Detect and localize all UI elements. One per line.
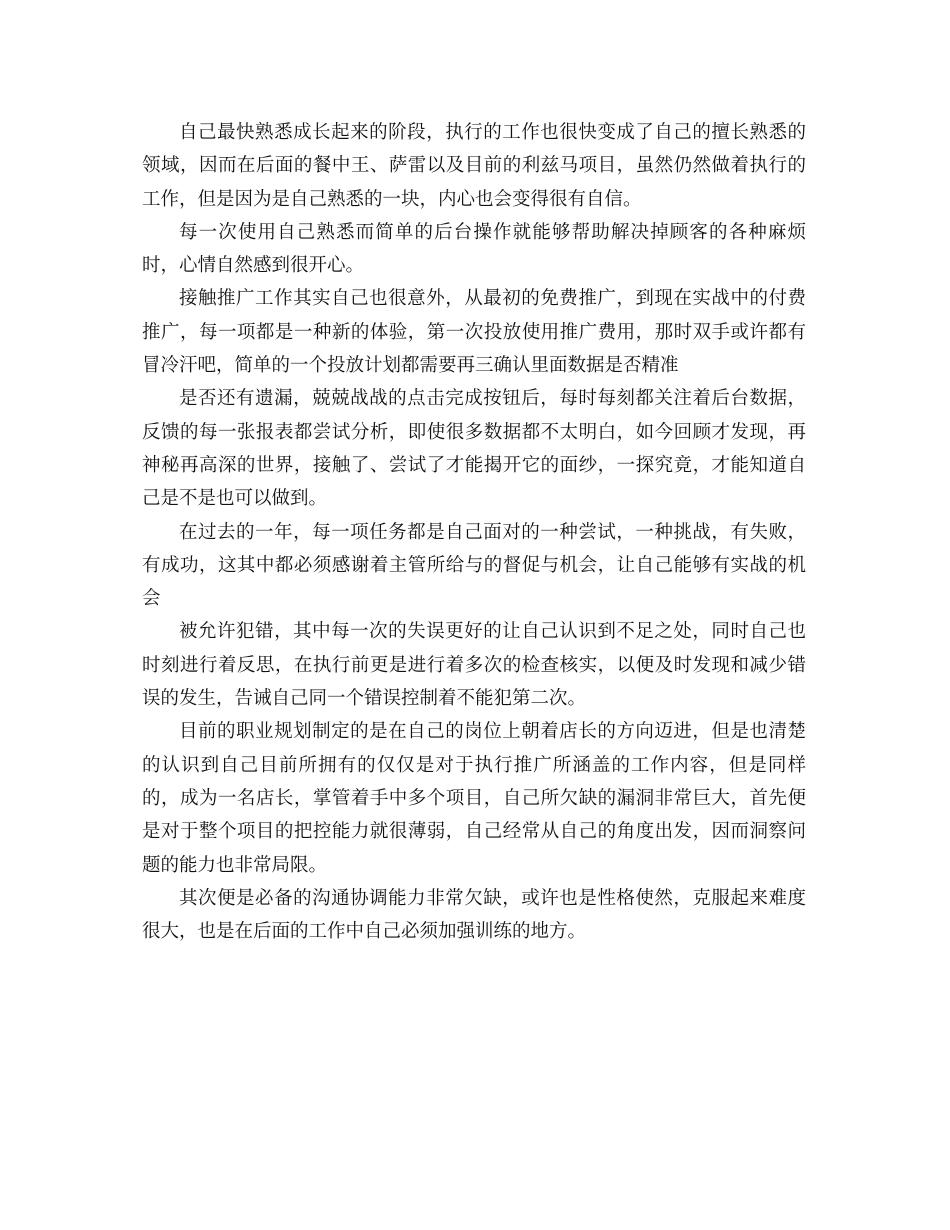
paragraph: 被允许犯错，其中每一次的失误更好的让自己认识到不足之处，同时自己也时刻进行着反思，在执行前更是进行着多次的检查核实，以便及时发现和减少错误的发生，告诫自己同一个错误控制着不能犯第二次。 [142,621,806,710]
document-body [142,116,806,948]
paragraph: 每一次使用自己熟悉而简单的后台操作就能够帮助解决掉顾客的各种麻烦时，心情自然感到很开心。 [142,221,806,277]
paragraph: 自己最快熟悉成长起来的阶段，执行的工作也很快变成了自己的擅长熟悉的领域，因而在后面的餐中王、萨雷以及目前的利兹马项目，虽然仍然做着执行的工作，但是因为是自己熟悉的一块，内心也会变得很有自信。 [142,122,806,210]
paragraph: 是否还有遗漏，兢兢战战的点击完成按钮后，每时每刻都关注着后台数据，反馈的每一张报表都尝试分析，即使很多数据都不太明白，如今回顾才发现，再神秘再高深的世界，接触了、尝试了才能揭开它的面纱，一探究竟，才能知道自己是不是也可以做到。 [142,388,806,510]
paragraph: 目前的职业规划制定的是在自己的岗位上朝着店长的方向迈进，但是也清楚的认识到自己目前所拥有的仅仅是对于执行推广所涵盖的工作内容，但是同样的，成为一名店长，掌管着手中多个项目，自己所欠缺的漏洞非常巨大，首先便是对于整个项目的把控能力就很薄弱，自己经常从自己的角度出发，因而洞察问题的能力也非常局限。 [142,721,806,876]
paragraph: 接触推广工作其实自己也很意外，从最初的免费推广，到现在实战中的付费推广，每一项都是一种新的体验，第一次投放使用推广费用，那时双手或许都有冒冷汗吧，简单的一个投放计划都需要再三确认里面数据是否精准 [142,288,806,377]
paragraph: 其次便是必备的沟通协调能力非常欠缺，或许也是性格使然，克服起来难度很大，也是在后面的工作中自己必须加强训练的地方。 [142,887,806,943]
paragraph: 在过去的一年，每一项任务都是自己面对的一种尝试，一种挑战，有失败，有成功，这其中都必须感谢着主管所给与的督促与机会，让自己能够有实战的机会 [142,521,806,610]
